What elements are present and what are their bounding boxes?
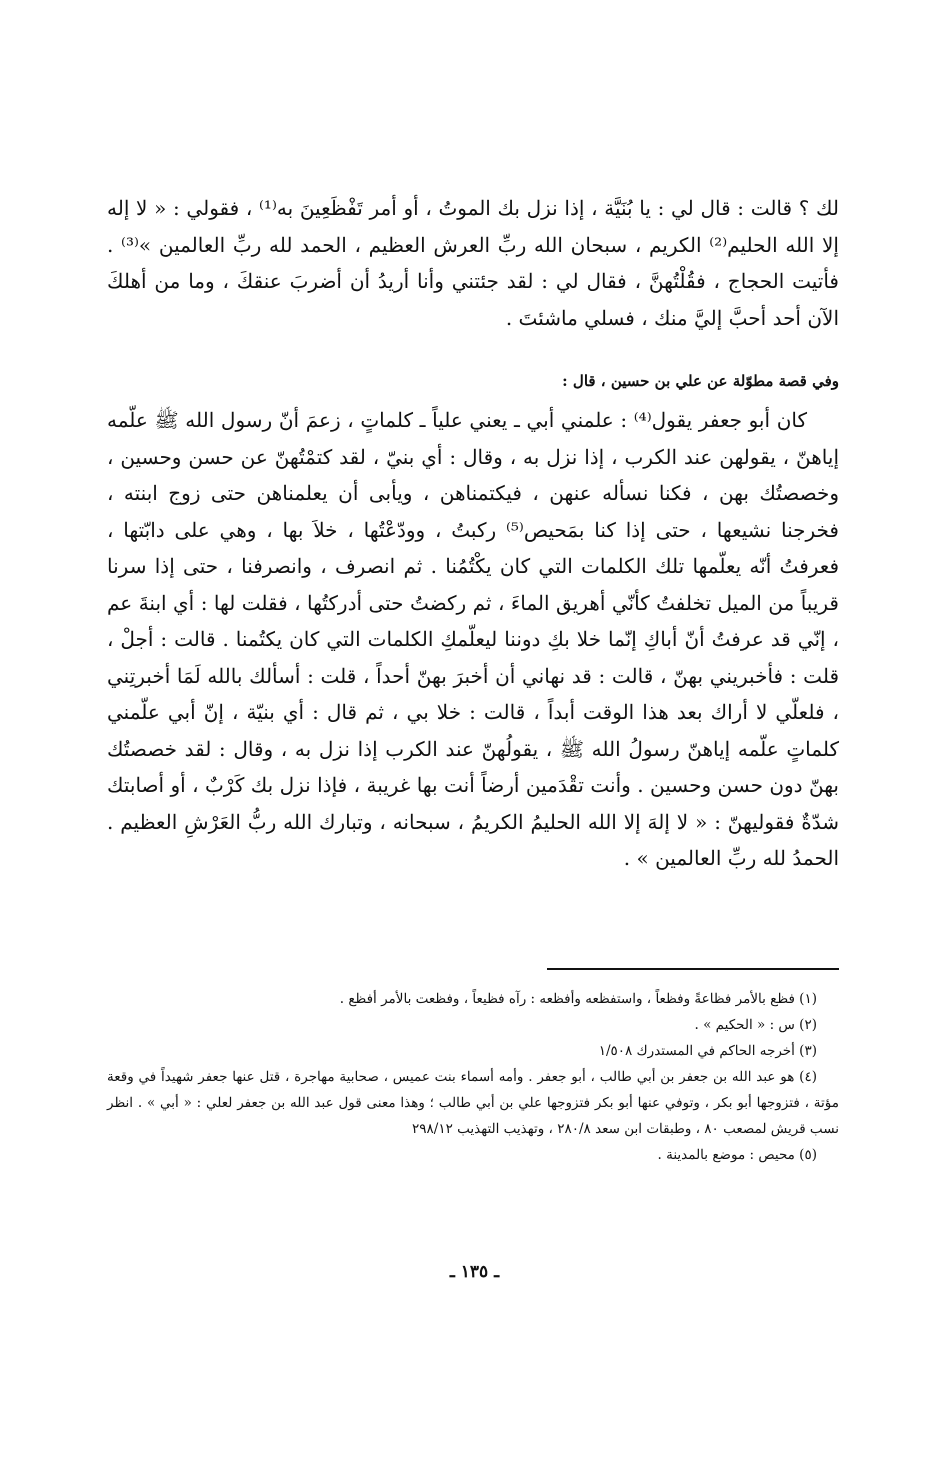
footnote-4: (٤) هو عبد الله بن جعفر بن أبي طالب ، أبو جعفر . وأمه أسماء بنت عميس ، صحابية مهاجرة ، قتل عنها جعفر شهيداً في وقعة مؤتة ، فتزوجها أبو بكر ، وتوفي عنها أبو بكر فتزوجها علي بن أبي طالب ؛ وهذا معنى قول عبد الله بن جعفر لعلي : « أبي » . انظر نسب قريش لمصعب ٨٠ ، وطبقات ابن سعد ٢٨٠/٨ ، وتهذيب التهذيب ٢٩٨/١٢ bbox=[107, 1069, 839, 1137]
footnote-3: (٣) أخرجه الحاكم في المستدرك ١/٥٠٨ bbox=[598, 1043, 817, 1059]
footnote-1: (١) فظع بالأمر فظاعةً وفظعاً ، واستفظعه وأفظعه : رآه فظيعاً ، وفظعت بالأمر أفظع . bbox=[339, 991, 817, 1007]
footnote-5: (٥) محيص : موضع بالمدينة . bbox=[657, 1147, 817, 1163]
section-heading: وفي قصة مطوّلة عن علي بن حسين ، قال : bbox=[562, 372, 839, 390]
footnote-2: (٢) س : « الحكيم » . bbox=[694, 1017, 817, 1033]
body-paragraph-1: لك ؟ قالت : قال لي : يا بُنَيَّة ، إذا نزل بك الموتُ ، أو أمر تَفْظَعِينَ به⁽¹⁾ ، فقولي : « لا إله إلا الله الحليم⁽²⁾ الكريم ، سبحان الله ربِّ العرش العظيم ، الحمد لله ربِّ العالمين »⁽³⁾ . فأتيت الحجاج ، فقُلْتُهنَّ ، فقال لي : لقد جئتني وأنا أريدُ أن أضربَ عنقكَ ، وما من أهلكَ الآن أحد أحبَّ إليَّ منك ، فسلي ماشئتَ . bbox=[107, 196, 839, 330]
page-number: ـ ١٣٥ ـ bbox=[449, 1262, 500, 1282]
footnote-separator bbox=[547, 968, 839, 970]
footnotes bbox=[107, 986, 839, 1168]
body-paragraph-2: كان أبو جعفر يقول⁽⁴⁾ : علمني أبي ـ يعني علياً ـ كلماتٍ ، زعمَ أنّ رسول الله ﷺ علّمه إياهنّ ، يقولهن عند الكرب ، إذا نزل به ، وقال : أي بنيّ ، لقد كتمْتُهنّ عن حسن وحسين ، وخصصتُك بهن ، فكنا نسأله عنهن ، فيكتمناهن ، ويأبى أن يعلمناهن حتى زوج ابنته ، فخرجنا نشيعها ، حتى إذا كنا بمَحيص⁽⁵⁾ ركبتُ ، وودّعْتُها ، خلاَ بها ، وهي على دابّتها ، فعرفتُ أنّه يعلّمها تلك الكلمات التي كان يكْتُمُنا . ثم انصرف ، وانصرفنا ، حتى إذا سرنا قريباً من الميل تخلفتُ كأنّي أهريق الماءَ ، ثم ركضتُ حتى أدركتُها ، فقلت لها : أي ابنةَ عم ، إنّي قد عرفتُ أنّ أباكِ إنّما خلا بكِ دوننا ليعلّمكِ الكلمات التي كان يكتُمنا . قالت : أجلْ ، قلت : فأخبريني بهنّ ، قالت : قد نهاني أن أخبرَ بهنّ أحداً ، قلت : أسألك بالله لَمَا أخبرتِني ، فلعلّي لا أراك بعد هذا الوقت أبداً ، قالت : خلا بي ، ثم قال : أي بنيّة ، إنّ أبي علّمني كلماتٍ علّمه إياهنّ رسولُ الله ﷺ ، يقولُهنّ عند الكرب إذا نزل به ، وقال : لقد خصصتُك بهنّ دون حسن وحسين . وأنت تقْدَمين أرضاً أنت بها غريبة ، فإذا نزل بك كَرْبٌ ، أو أصابتك شدّةٌ فقوليهنّ : « لا إلهَ إلا الله الحليمُ الكريمُ ، سبحانه ، وتبارك الله ربُّ العَرْشِ العظيم . الحمدُ لله ربِّ العالمين » . bbox=[107, 408, 839, 870]
